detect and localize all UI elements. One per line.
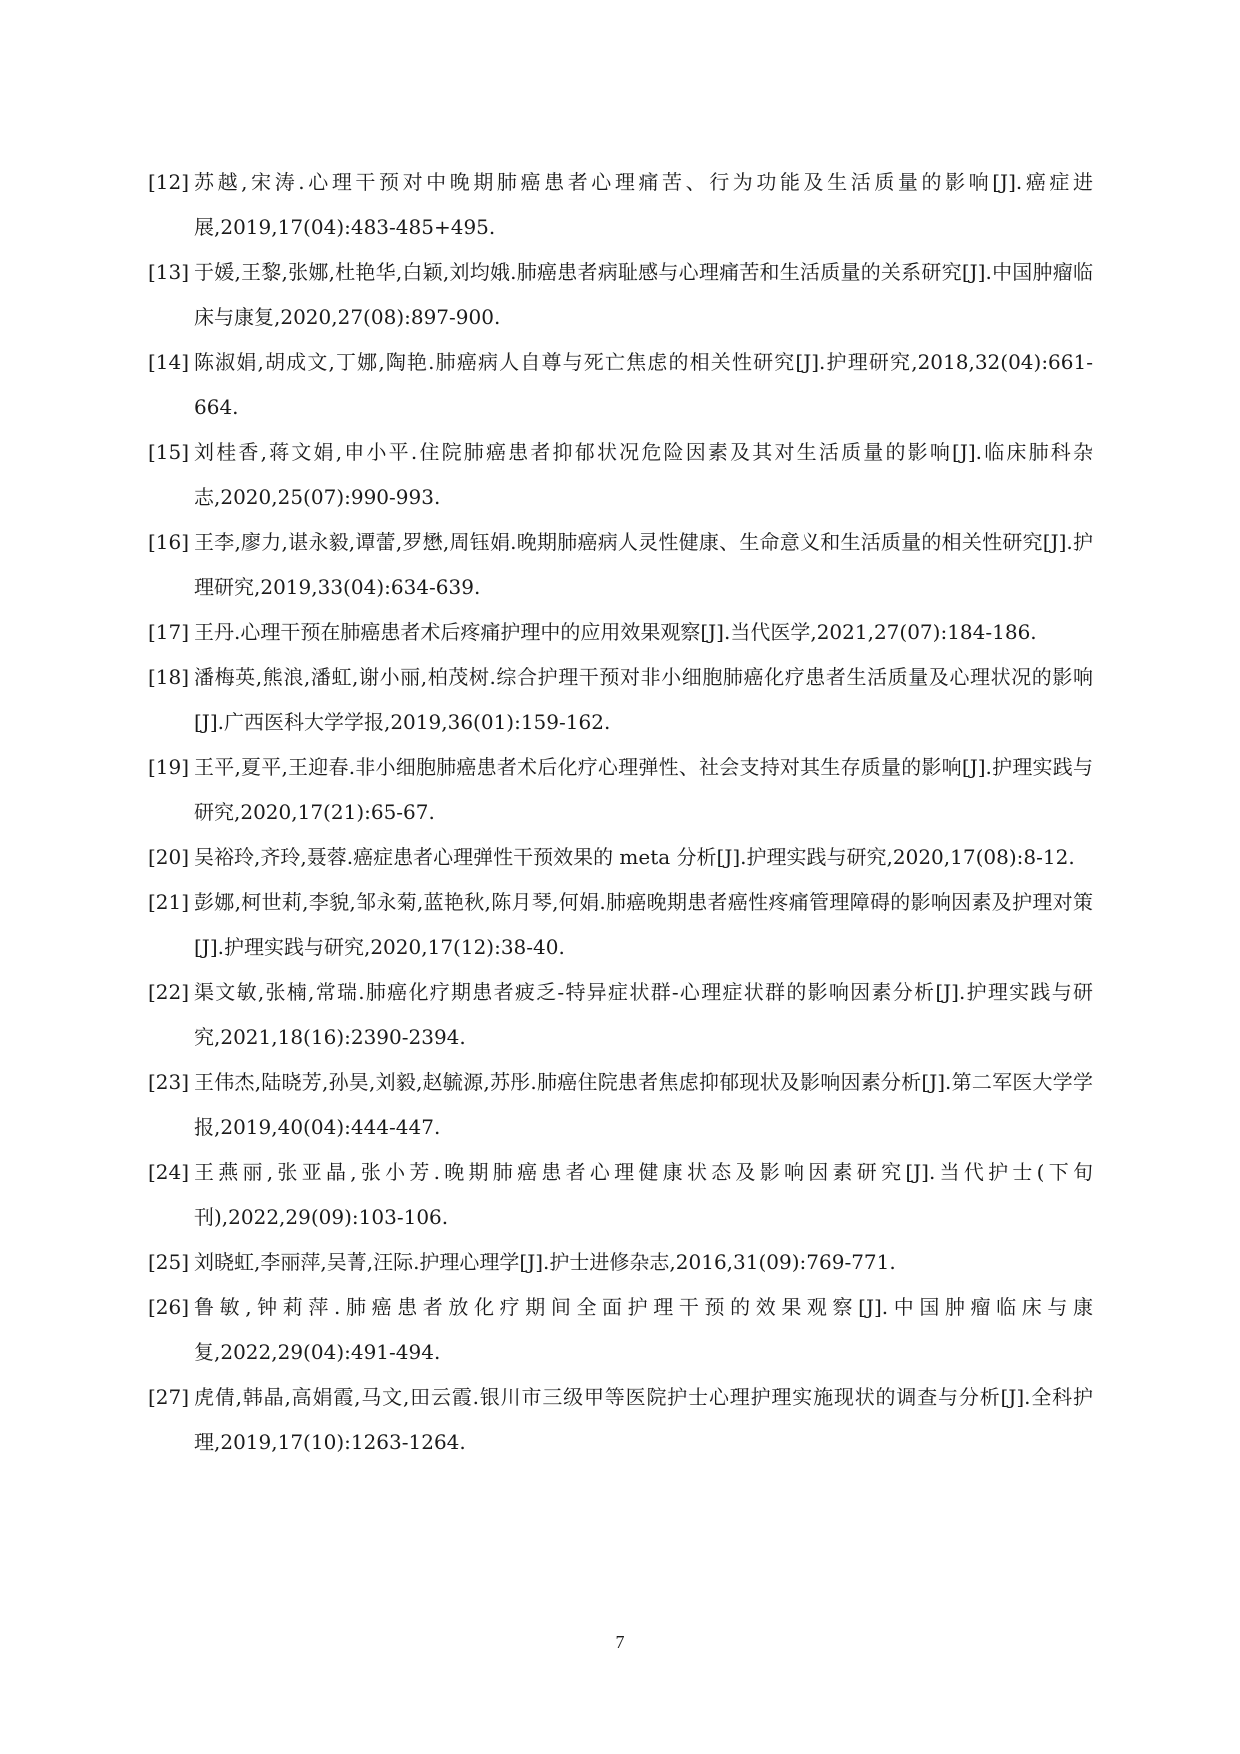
reference-list: [148, 160, 1093, 1465]
reference-number: [27]: [148, 1385, 190, 1409]
reference-text: 王李,廖力,谌永毅,谭蕾,罗懋,周钰娟.晚期肺癌病人灵性健康、生命意义和生活质量的相关性研究[J].护理研究,2019,33(04):634-639.: [194, 530, 1093, 599]
reference-number: [13]: [148, 260, 190, 284]
reference-text: 于媛,王黎,张娜,杜艳华,白颖,刘均娥.肺癌患者病耻感与心理痛苦和生活质量的关系研究[J].中国肿瘤临床与康复,2020,27(08):897-900.: [194, 260, 1093, 329]
reference-number: [25]: [148, 1250, 190, 1274]
reference-item: [148, 610, 1093, 655]
reference-number: [22]: [148, 980, 190, 1004]
reference-number: [18]: [148, 665, 190, 689]
reference-number: [12]: [148, 170, 190, 194]
reference-item: [148, 160, 1093, 250]
reference-item: [148, 745, 1093, 835]
reference-text: 陈淑娟,胡成文,丁娜,陶艳.肺癌病人自尊与死亡焦虑的相关性研究[J].护理研究,2018,32(04):661-664.: [194, 350, 1093, 419]
reference-text: 刘桂香,蒋文娟,申小平.住院肺癌患者抑郁状况危险因素及其对生活质量的影响[J].临床肺科杂志,2020,25(07):990-993.: [194, 440, 1093, 509]
reference-item: [148, 340, 1093, 430]
reference-number: [21]: [148, 890, 190, 914]
reference-item: [148, 1285, 1093, 1375]
reference-text: 苏越,宋涛.心理干预对中晚期肺癌患者心理痛苦、行为功能及生活质量的影响[J].癌症进展,2019,17(04):483-485+495.: [194, 170, 1093, 239]
reference-text: 王燕丽,张亚晶,张小芳.晚期肺癌患者心理健康状态及影响因素研究[J].当代护士(下旬刊),2022,29(09):103-106.: [194, 1160, 1093, 1229]
reference-item: [148, 970, 1093, 1060]
reference-item: [148, 880, 1093, 970]
reference-text: 王平,夏平,王迎春.非小细胞肺癌患者术后化疗心理弹性、社会支持对其生存质量的影响[J].护理实践与研究,2020,17(21):65-67.: [194, 755, 1093, 824]
reference-number: [24]: [148, 1160, 190, 1184]
reference-text: 渠文敏,张楠,常瑞.肺癌化疗期患者疲乏-特异症状群-心理症状群的影响因素分析[J].护理实践与研究,2021,18(16):2390-2394.: [194, 980, 1093, 1049]
reference-text: 鲁敏,钟莉萍.肺癌患者放化疗期间全面护理干预的效果观察[J].中国肿瘤临床与康复,2022,29(04):491-494.: [194, 1295, 1093, 1364]
reference-number: [20]: [148, 845, 190, 869]
page-number: 7: [615, 1632, 625, 1652]
reference-number: [26]: [148, 1295, 190, 1319]
reference-item: [148, 1150, 1093, 1240]
reference-text: 潘梅英,熊浪,潘虹,谢小丽,柏茂树.综合护理干预对非小细胞肺癌化疗患者生活质量及心理状况的影响[J].广西医科大学学报,2019,36(01):159-162.: [194, 665, 1093, 734]
reference-number: [23]: [148, 1070, 190, 1094]
reference-text: 王丹.心理干预在肺癌患者术后疼痛护理中的应用效果观察[J].当代医学,2021,27(07):184-186.: [194, 620, 1037, 644]
reference-item: [148, 520, 1093, 610]
reference-number: [19]: [148, 755, 190, 779]
reference-item: [148, 430, 1093, 520]
reference-item: [148, 1240, 1093, 1285]
reference-number: [15]: [148, 440, 190, 464]
reference-text: 王伟杰,陆晓芳,孙昊,刘毅,赵毓源,苏彤.肺癌住院患者焦虑抑郁现状及影响因素分析[J].第二军医大学学报,2019,40(04):444-447.: [194, 1070, 1093, 1139]
reference-item: [148, 655, 1093, 745]
reference-item: [148, 1375, 1093, 1465]
reference-number: [17]: [148, 620, 190, 644]
reference-number: [14]: [148, 350, 190, 374]
reference-text: 彭娜,柯世莉,李貌,邹永菊,蓝艳秋,陈月琴,何娟.肺癌晚期患者癌性疼痛管理障碍的影响因素及护理对策[J].护理实践与研究,2020,17(12):38-40.: [194, 890, 1093, 959]
reference-item: [148, 250, 1093, 340]
reference-text: 吴裕玲,齐玲,聂蓉.癌症患者心理弹性干预效果的 meta 分析[J].护理实践与研究,2020,17(08):8-12.: [194, 845, 1075, 869]
reference-text: 刘晓虹,李丽萍,吴菁,汪际.护理心理学[J].护士进修杂志,2016,31(09):769-771.: [194, 1250, 896, 1274]
reference-item: [148, 835, 1093, 880]
reference-item: [148, 1060, 1093, 1150]
reference-number: [16]: [148, 530, 190, 554]
reference-text: 虎倩,韩晶,高娟霞,马文,田云霞.银川市三级甲等医院护士心理护理实施现状的调查与分析[J].全科护理,2019,17(10):1263-1264.: [194, 1385, 1093, 1454]
